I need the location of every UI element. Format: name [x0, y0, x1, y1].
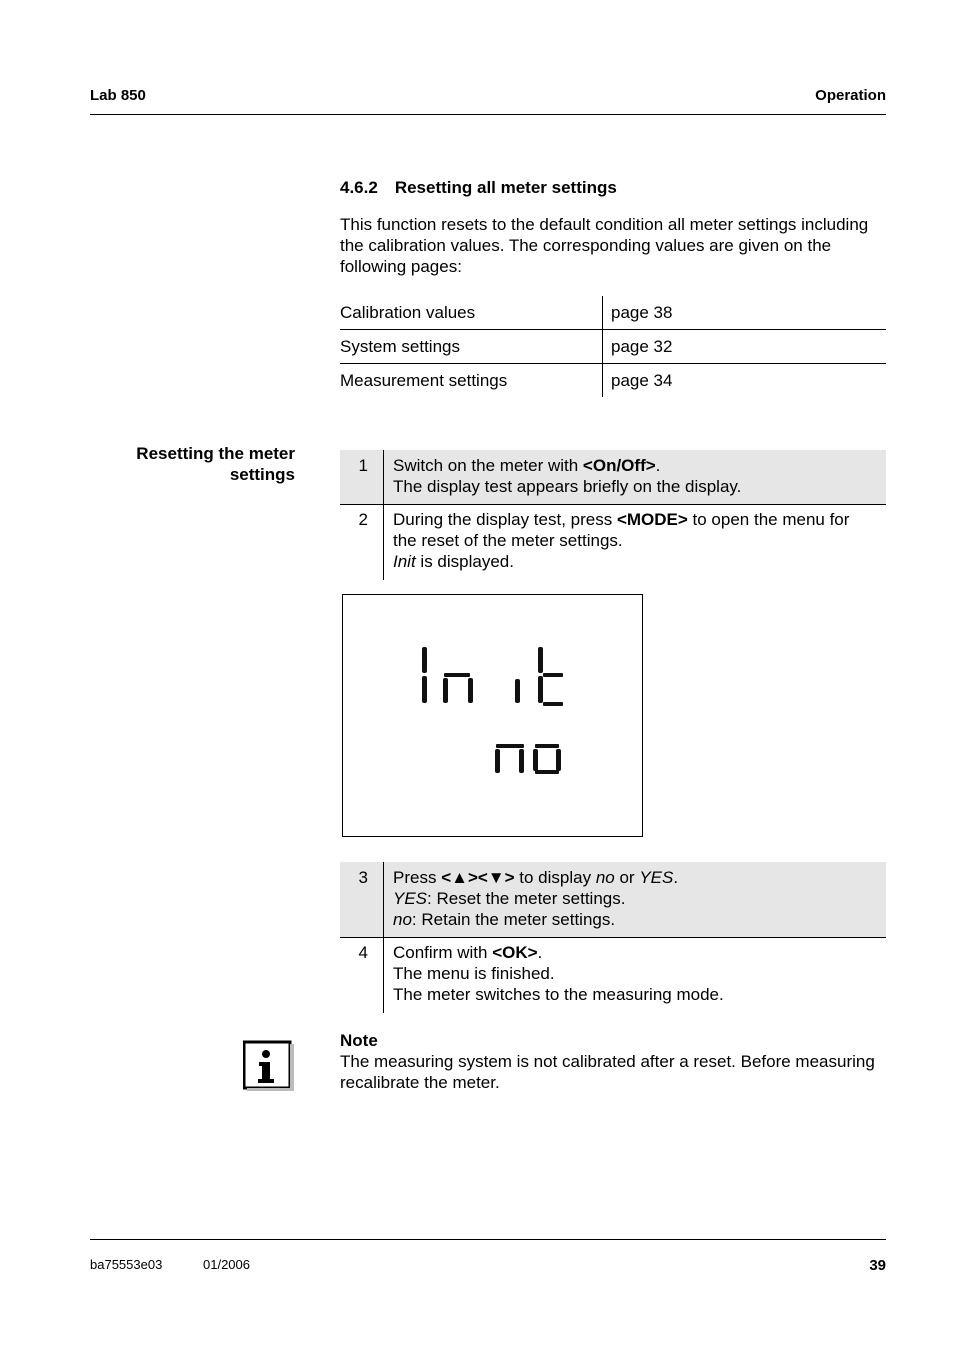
steps-list-b	[340, 862, 886, 1013]
steps-list-a	[340, 450, 886, 580]
step-text: Switch on the meter with <On/Off>. The display test appears briefly on the display.	[393, 456, 742, 496]
header-right: Operation	[815, 87, 886, 104]
info-icon	[243, 1040, 293, 1090]
key-ok: <OK>	[492, 943, 538, 962]
key-on-off: <On/Off>	[582, 456, 656, 475]
key-up-down: <▲><▼>	[441, 868, 515, 887]
key-mode: <MODE>	[616, 510, 688, 529]
note-text: The measuring system is not calibrated after a reset. Before measuring recalibrate the meter.	[340, 1052, 875, 1092]
lcd-display	[342, 594, 643, 837]
note	[340, 1030, 890, 1093]
footer-date: 01/2006	[203, 1257, 250, 1272]
step-number: 1	[340, 450, 384, 504]
side-heading-line1: Resetting the meter	[136, 444, 295, 463]
table-row	[340, 296, 886, 330]
step-text: During the display test, press <MODE> to open the menu for the reset of the meter settings. Init is displayed.	[393, 510, 850, 571]
section-title: Resetting all meter settings	[394, 178, 617, 197]
step-3	[340, 862, 886, 938]
lcd-segments	[343, 595, 643, 837]
section-number: 4.6.2	[340, 178, 378, 197]
reference-table	[340, 296, 886, 397]
table-row	[340, 364, 886, 398]
step-number: 3	[340, 862, 384, 937]
ref-page: page 38	[603, 296, 887, 330]
step-number: 4	[340, 938, 384, 1013]
intro-paragraph: This function resets to the default condition all meter settings including the calibration values. The corresponding values are given on the following pages:	[340, 215, 869, 276]
ref-label: Calibration values	[340, 296, 603, 330]
side-heading-line2: settings	[229, 465, 295, 484]
step-2	[340, 505, 886, 580]
lcd-line1-init	[422, 647, 563, 706]
section-heading	[340, 178, 617, 198]
note-title: Note	[340, 1031, 378, 1050]
footer-rule	[90, 1239, 886, 1240]
step-text: Press <▲><▼> to display no or YES. YES: Reset the meter settings. no: Retain the meter settings.	[393, 868, 679, 929]
ref-label: System settings	[340, 330, 603, 364]
side-heading	[136, 443, 295, 485]
step-number: 2	[340, 505, 384, 580]
table-row	[340, 330, 886, 364]
page-number: 39	[869, 1257, 886, 1274]
step-1	[340, 450, 886, 505]
header-rule	[90, 114, 886, 115]
step-4	[340, 938, 886, 1013]
ref-page: page 34	[603, 364, 887, 398]
footer-doc-id: ba75553e03	[90, 1257, 163, 1272]
lcd-line2-no	[495, 744, 561, 774]
step-text: Confirm with <OK>. The menu is finished. The meter switches to the measuring mode.	[393, 943, 724, 1004]
ref-label: Measurement settings	[340, 370, 508, 390]
header-left: Lab 850	[90, 87, 146, 104]
ref-page: page 32	[603, 330, 887, 364]
